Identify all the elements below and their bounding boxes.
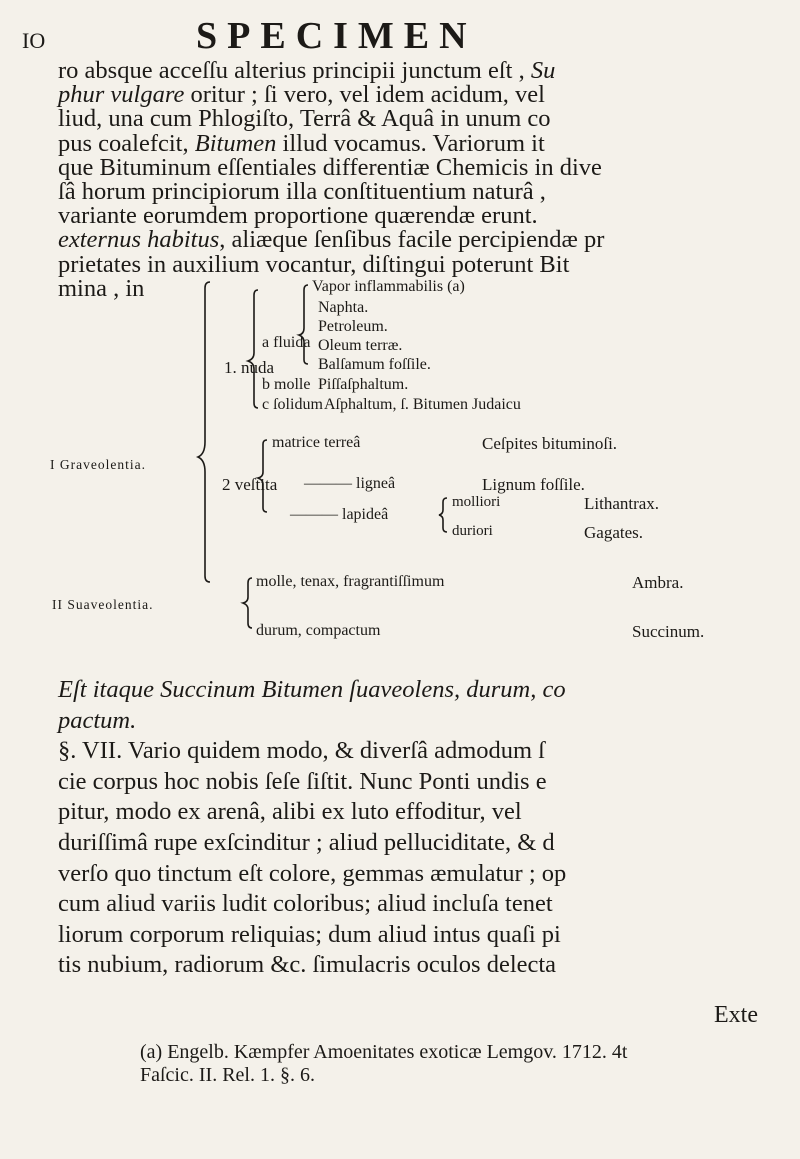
molle-label: b molle [262, 376, 311, 393]
text-run: tis nubium, radiorum &c. ſimulacris oculos delecta [58, 951, 557, 979]
fluida-item-4: Oleum terræ. [318, 337, 403, 354]
body-bottom-line [58, 950, 556, 979]
body-bottom-line [58, 859, 566, 888]
text-run: prietates in auxilium vocantur, diſtingui poterunt Bit [58, 250, 570, 278]
text-run: Bitumen [194, 129, 277, 157]
text-run: Su [530, 57, 556, 84]
mollis-label: molle, tenax, fragrantiſſimum [256, 573, 445, 590]
body-bottom-line [58, 889, 553, 918]
text-run: que Bituminum eſſentiales differentiæ Chemicis in dive [58, 153, 602, 181]
text-run: oritur ; ſi vero, vel idem acidum, vel [184, 81, 545, 109]
durum-item: Succinum. [632, 622, 705, 641]
group1-label: I Graveolentia. [50, 457, 146, 472]
lignea-label: ——— ligneâ [304, 475, 396, 492]
group2-label: II Suaveolentia. [52, 597, 154, 612]
body-bottom-line [58, 736, 545, 765]
brace-group1 [198, 282, 210, 582]
running-head: SPECIMEN [196, 15, 477, 57]
brace-lapidea [439, 498, 447, 532]
text-run: verſo quo tinctum eſt colore, gemmas æmulatur ; op [58, 859, 567, 887]
text-run: liud, una cum Phlogiſto, Terrâ & Aquâ in unum co [58, 105, 551, 133]
lignea-item: Lignum foſſile. [482, 475, 585, 494]
brace-nuda [248, 290, 258, 408]
fluida-item-1: Vapor inflammabilis (a) [312, 278, 465, 295]
text-run: variante eorumdem proportione quærendæ erunt. [58, 202, 538, 230]
molliori-label: molliori [452, 494, 501, 510]
brace-group2 [243, 578, 252, 628]
body-bottom-line [58, 797, 522, 826]
body-bottom-line [58, 706, 136, 735]
brace-fluida [299, 285, 308, 364]
lapidea-label: ——— lapideâ [290, 506, 389, 523]
footnote-line-2: Faſcic. II. Rel. 1. §. 6. [140, 1064, 315, 1086]
fluida-item-3: Petroleum. [318, 318, 388, 335]
mollis-item: Ambra. [632, 573, 684, 592]
text-run: , aliæque ſenſibus facile percipiendæ pr [219, 226, 605, 254]
brace-vestita [258, 440, 267, 512]
catchword: Exte [714, 1002, 758, 1028]
group1-sub2: 2 veſtita [222, 475, 278, 494]
solidum-item: Aſphaltum, ſ. Bitumen Judaicu [324, 396, 521, 413]
fluida-item-5: Balſamum foſſile. [318, 356, 431, 373]
footnote-line-1: (a) Engelb. Kæmpfer Amoenitates exoticæ Lemgov. 1712. 4t [140, 1041, 628, 1063]
molle-item: Piſſaſphaltum. [318, 376, 409, 393]
matrice-item: Ceſpites bituminoſi. [482, 434, 618, 453]
text-run: pus coalefcit, [58, 129, 195, 157]
page-number: IO [22, 28, 46, 53]
fluida-label: a fluida [262, 334, 311, 351]
text-run: ro absque acceſſu alterius principii junctum eſt , [58, 57, 531, 84]
group1-sub1: 1. nuda [224, 358, 275, 377]
duriori-item: Gagates. [584, 523, 644, 542]
text-run: §. VII. Vario quidem modo, & diverſâ admodum ſ [58, 737, 545, 765]
fluida-item-2: Naphta. [318, 299, 369, 316]
text-run: illud vocamus. Variorum it [276, 129, 545, 157]
body-bottom-line [58, 828, 555, 857]
text-run: cum aliud variis ludit coloribus; aliud incluſa tenet [58, 890, 553, 918]
matrice-label: matrice terreâ [272, 434, 361, 451]
text-run: ſâ horum principiorum illa conſtituentium naturâ , [58, 178, 546, 205]
text-run: cie corpus hoc nobis ſeſe ſiſtit. Nunc Ponti undis e [58, 767, 547, 795]
text-run: externus habitus [58, 226, 220, 254]
text-run: pitur, modo ex arenâ, alibi ex luto effoditur, vel [58, 798, 522, 826]
text-run: mina , in [58, 274, 145, 302]
body-bottom-line [58, 920, 561, 949]
body-bottom-line [58, 767, 547, 796]
text-run: Eſt itaque Succinum Bitumen ſuaveolens, durum, co [58, 676, 566, 703]
body-bottom-line [58, 675, 566, 704]
solidum-label: c ſolidum [262, 396, 323, 413]
text-run: duriſſimâ rupe exſcinditur ; aliud pelluciditate, & d [58, 829, 555, 856]
durum-label: durum, compactum [256, 622, 381, 639]
text-run: pactum. [58, 706, 137, 734]
duriori-label: duriori [452, 523, 493, 539]
text-run: phur vulgare [58, 81, 185, 109]
molliori-item: Lithantrax. [584, 494, 660, 513]
text-run: liorum corporum reliquias; dum aliud intus quaſi pi [58, 920, 561, 948]
